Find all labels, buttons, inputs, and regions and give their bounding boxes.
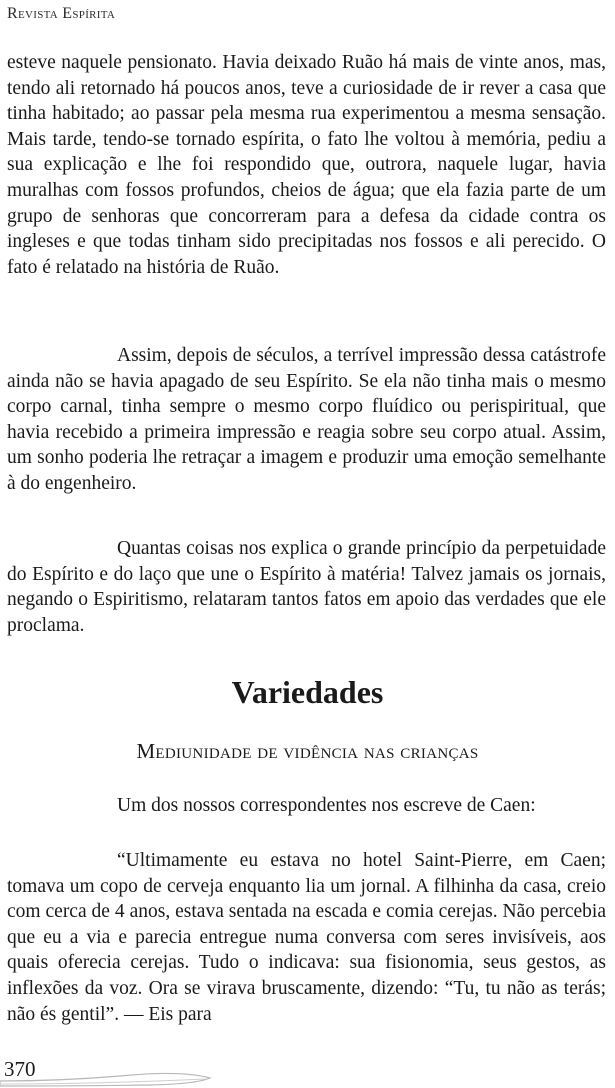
paragraph-assim: Assim, depois de séculos, a terrível impressão dessa catástrofe ainda não se havia apagado de seu Espírito. Se ela não tinha mais o mesmo corpo carnal, tinha sempre o mesmo corpo fluídico ou perispiritual, que havia recebido a primeira impressão e reagia sobre seu corpo atual. Assim, um sonho poderia lhe retraçar a imagem e produzir uma emoção semelhante à do engenheiro.: [7, 345, 606, 494]
paragraph-continuation: esteve naquele pensionato. Havia deixado Ruão há mais de vinte anos, mas, tendo ali retornado há poucos anos, teve a curiosidade de ir rever a casa que tinha habitado; ao passar pela mesma rua experimentou a mesma sensação. Mais tarde, tendo-se tornado espírita, o fato lhe voltou à memória, pediu a sua explicação e lhe foi respondido que, outrora, naquele lugar, havia muralhas com fossos profundos, cheios de água; que ela fazia parte de um grupo de senhoras que concorreram para a defesa da cidade contra os ingleses e que todas tinham sido precipitadas nos fossos e ali perecido. O fato é relatado na história de Ruão.: [7, 52, 606, 278]
paragraph-correspondent: Um dos nossos correspondentes nos escreve de Caen:: [117, 795, 536, 816]
section-title: Variedades: [231, 674, 384, 710]
section-subtitle: Mediunidade de vidência nas crianças: [136, 739, 479, 763]
page-number: 370: [4, 1057, 36, 1081]
footer-swoosh-decoration: [0, 1048, 240, 1088]
paragraph-quote: “Ultimamente eu estava no hotel Saint-Pierre, em Caen; tomava um copo de cerveja enquanto lia um jornal. A filhinha da casa, creio com cerca de 4 anos, estava sentada na escada e comia cerejas. Não percebia que eu a via e parecia entregue numa conversa com seres invisíveis, aos quais oferecia cerejas. Tudo o indicava: sua fisionomia, seus gestos, as inflexões da voz. Ora se virava bruscamente, dizendo: “Tu, tu não as terás; não és gentil”. — Eis para: [7, 850, 606, 1025]
running-header: Revista Espírita: [7, 5, 116, 22]
paragraph-quantas-coisas: Quantas coisas nos explica o grande princípio da perpetuidade do Espírito e do laço que une o Espírito à matéria! Talvez jamais os jornais, negando o Espiritismo, relataram tantos fatos em apoio das verdades que ele proclama.: [7, 538, 606, 636]
